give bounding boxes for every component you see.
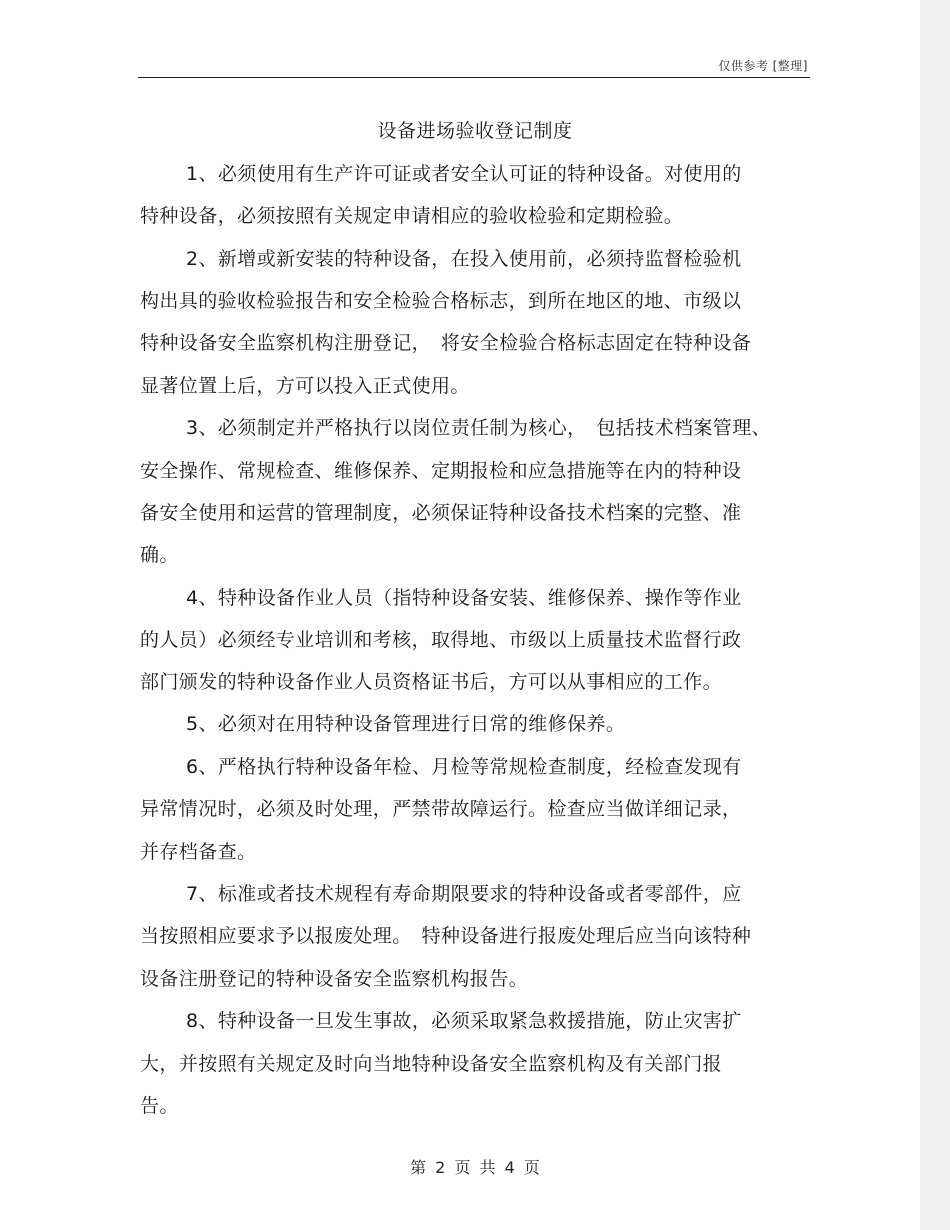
body-line: 3、必须制定并严格执行以岗位责任制为核心， 包括技术档案管理、 bbox=[186, 417, 771, 439]
body-line: 特种设备，必须按照有关规定申请相应的验收检验和定期检验。 bbox=[140, 205, 684, 227]
body-line: 当按照相应要求予以报废处理。 特种设备进行报废处理后应当向该特种 bbox=[140, 925, 752, 947]
header-divider bbox=[138, 77, 810, 78]
body-line: 2、新增或新安装的特种设备，在投入使用前，必须持监督检验机 bbox=[186, 248, 742, 270]
body-line: 部门颁发的特种设备作业人员资格证书后，方可以从事相应的工作。 bbox=[140, 671, 723, 693]
body-line: 的人员）必须经专业培训和考核，取得地、市级以上质量技术监督行政 bbox=[140, 629, 742, 651]
page-number: 第 2 页 共 4 页 bbox=[410, 1158, 540, 1177]
viewer-background bbox=[920, 0, 950, 1230]
body-line: 8、特种设备一旦发生事故，必须采取紧急救援措施，防止灾害扩 bbox=[186, 1010, 742, 1032]
body-line: 7、标准或者技术规程有寿命期限要求的特种设备或者零部件，应 bbox=[186, 883, 742, 905]
body-line: 安全操作、常规检查、维修保养、定期报检和应急措施等在内的特种设 bbox=[140, 460, 742, 482]
body-line: 异常情况时，必须及时处理，严禁带故障运行。检查应当做详细记录， bbox=[140, 798, 742, 820]
header-note: 仅供参考 [整理] bbox=[718, 59, 808, 73]
body-line: 显著位置上后，方可以投入正式使用。 bbox=[140, 375, 470, 397]
body-line: 4、特种设备作业人员（指特种设备安装、维修保养、操作等作业 bbox=[186, 587, 742, 609]
body-line: 备安全使用和运营的管理制度，必须保证特种设备技术档案的完整、准 bbox=[140, 502, 742, 524]
body-line: 特种设备安全监察机构注册登记， 将安全检验合格标志固定在特种设备 bbox=[140, 332, 752, 354]
body-line: 确。 bbox=[140, 544, 179, 566]
body-line: 5、必须对在用特种设备管理进行日常的维修保养。 bbox=[186, 713, 626, 735]
body-line: 构出具的验收检验报告和安全检验合格标志，到所在地区的地、市级以 bbox=[140, 290, 742, 312]
body-line: 并存档备查。 bbox=[140, 841, 257, 863]
body-line: 1、必须使用有生产许可证或者安全认可证的特种设备。对使用的 bbox=[186, 163, 742, 185]
document-page bbox=[4, 4, 920, 1226]
body-line: 告。 bbox=[140, 1095, 179, 1117]
body-line: 大，并按照有关规定及时向当地特种设备安全监察机构及有关部门报 bbox=[140, 1053, 723, 1075]
document-title: 设备进场验收登记制度 bbox=[377, 120, 573, 142]
body-line: 设备注册登记的特种设备安全监察机构报告。 bbox=[140, 968, 529, 990]
body-line: 6、严格执行特种设备年检、月检等常规检查制度，经检查发现有 bbox=[186, 756, 742, 778]
